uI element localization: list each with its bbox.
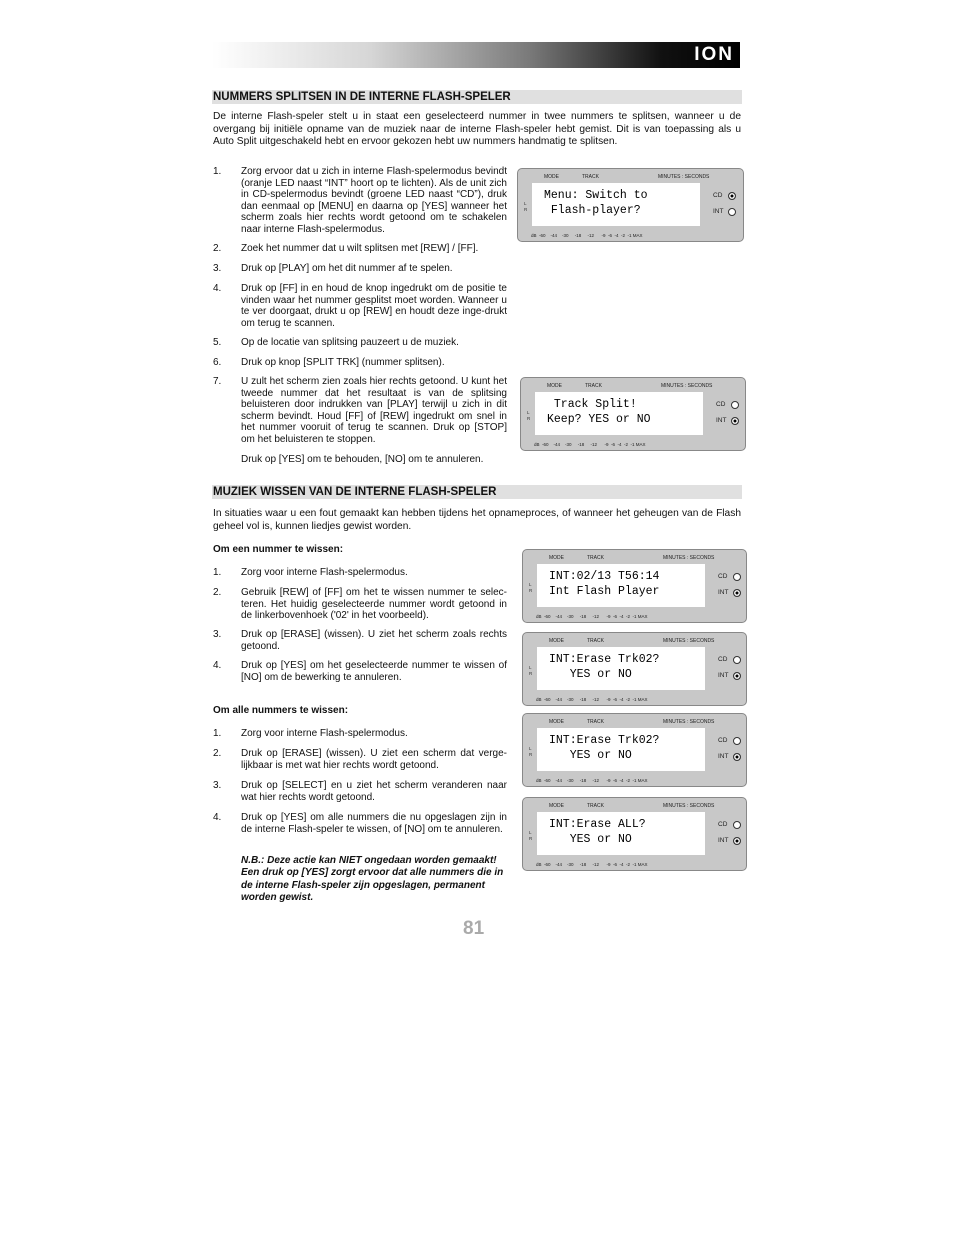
step-text: U zult het scherm zien zoals hier rechts getoond. U kunt het tweede nummer dat het resultaat is van de splitsing beluisteren door indrukken van [PLAY] terwijl u zich in dit scherm bevindt. Houd [FF] of [REW] ingedrukt om snel in het nummer vooruit of terug te scannen. Druk op [STOP] om het beluisteren te stoppen.	[241, 376, 507, 445]
lcd-lr-label: L R	[529, 665, 533, 676]
lcd-line-2: YES or NO	[549, 833, 632, 846]
lcd-lr-label: L R	[529, 746, 533, 757]
lcd-line-1: INT:Erase ALL?	[549, 818, 646, 831]
lcd-lr-label: L R	[529, 830, 533, 841]
page-number: 81	[463, 918, 485, 939]
int-led-icon	[733, 589, 741, 597]
step-text: Druk op [ERASE] (wissen). U ziet een scherm dat verge-lijkbaar is met wat hier rechts wordt getoond.	[241, 748, 507, 771]
lcd-line-1: Track Split!	[547, 398, 637, 411]
lcd-display	[522, 549, 747, 623]
warning-note: N.B.: Deze actie kan NIET ongedaan worden gemaakt! Een druk op [YES] zorgt ervoor dat alle nummers die in de interne Flash-speler zijn opgeslagen, permanent worden gewist.	[241, 855, 504, 904]
lcd-display	[517, 168, 744, 242]
lcd-display	[522, 713, 747, 787]
int-led-icon	[733, 672, 741, 680]
step-text: Druk op knop [SPLIT TRK] (nummer splitsen).	[241, 357, 445, 368]
subheading: Om alle nummers te wissen:	[213, 705, 349, 716]
cd-led-icon	[733, 656, 741, 664]
step-text: Druk op [YES] om alle nummers die nu opgeslagen zijn in de interne Flash-speler te wissen, of [NO] om te annuleren.	[241, 812, 507, 835]
int-label: INT	[716, 417, 727, 424]
int-label: INT	[713, 208, 724, 215]
int-led-icon	[731, 417, 739, 425]
cd-label: CD	[713, 192, 723, 199]
step-text: Zorg voor interne Flash-spelermodus.	[241, 728, 408, 739]
level-meter: dB -60 -44 -30 -18 -12 -9 -6 -4 -2 -1 MAX	[536, 614, 648, 619]
lcd-screen	[537, 564, 705, 607]
step-number: 1.	[213, 166, 222, 177]
step-number: 4.	[213, 660, 222, 671]
lcd-screen	[537, 812, 705, 855]
cd-label: CD	[718, 737, 728, 744]
lcd-display	[522, 632, 747, 706]
step-number: 1.	[213, 567, 222, 578]
cd-label: CD	[716, 401, 726, 408]
section-heading: MUZIEK WISSEN VAN DE INTERNE FLASH-SPELER	[212, 485, 742, 499]
step-text: Op de locatie van splitsing pauzeert u de muziek.	[241, 337, 459, 348]
int-led-icon	[733, 753, 741, 761]
step-number: 2.	[213, 243, 222, 254]
header-bar	[212, 42, 740, 68]
step-number: 5.	[213, 337, 222, 348]
section-heading: NUMMERS SPLITSEN IN DE INTERNE FLASH-SPELER	[212, 90, 742, 104]
lcd-line-2: YES or NO	[549, 749, 632, 762]
step-text: Druk op [ERASE] (wissen). U ziet het scherm zoals rechts getoond.	[241, 629, 507, 652]
step-text: Druk op [SELECT] en u ziet het scherm veranderen naar wat hier rechts wordt getoond.	[241, 780, 507, 803]
lcd-track-label: TRACK	[582, 174, 599, 180]
lcd-display	[522, 797, 747, 871]
ion-logo: ION	[694, 44, 734, 65]
step-number: 3.	[213, 629, 222, 640]
lcd-screen	[537, 647, 705, 690]
lcd-mode-label: MODE	[549, 803, 564, 809]
cd-led-icon	[731, 401, 739, 409]
lcd-lr-label: L R	[527, 410, 531, 421]
cd-led-icon	[733, 737, 741, 745]
lcd-track-label: TRACK	[587, 638, 604, 644]
lcd-track-label: TRACK	[587, 555, 604, 561]
cd-label: CD	[718, 573, 728, 580]
int-label: INT	[718, 589, 729, 596]
lcd-line-2: YES or NO	[549, 668, 632, 681]
lcd-mode-label: MODE	[549, 555, 564, 561]
level-meter: dB -60 -44 -30 -18 -12 -9 -6 -4 -2 -1 MAX	[534, 442, 646, 447]
lcd-line-2: Int Flash Player	[549, 585, 660, 598]
subheading: Om een nummer te wissen:	[213, 544, 344, 555]
lcd-time-label: MINUTES : SECONDS	[663, 555, 715, 561]
lcd-line-1: INT:Erase Trk02?	[549, 734, 660, 747]
step-text: Druk op [PLAY] om het dit nummer af te spelen.	[241, 263, 453, 274]
lcd-time-label: MINUTES : SECONDS	[663, 803, 715, 809]
int-led-icon	[728, 208, 736, 216]
intro-paragraph: De interne Flash-speler stelt u in staat een geselecteerd nummer in twee nummers te splitsen, wanneer u de overgang bij initiële opname van de muziek naar de interne Flash-speler hebt gemist. Dit is van toepassing als u Auto Split uitgeschakeld hebt en ervoor gekozen hebt uw nummers handmatig te splitsen.	[213, 111, 741, 148]
lcd-time-label: MINUTES : SECONDS	[658, 174, 710, 180]
step-text: Zoek het nummer dat u wilt splitsen met [REW] / [FF].	[241, 243, 479, 254]
intro-paragraph: In situaties waar u een fout gemaakt kan hebben tijdens het opnameproces, of wanneer het geheugen van de Flash geheel vol is, kunnen liedjes gewist worden.	[213, 508, 741, 532]
lcd-line-2: Flash-player?	[544, 204, 641, 217]
lcd-mode-label: MODE	[547, 383, 562, 389]
int-label: INT	[718, 837, 729, 844]
lcd-line-1: INT:02/13 T56:14	[549, 570, 660, 583]
lcd-line-1: Menu: Switch to	[544, 189, 648, 202]
step-number: 1.	[213, 728, 222, 739]
lcd-line-2: Keep? YES or NO	[547, 413, 651, 426]
step-number: 4.	[213, 283, 222, 294]
cd-led-icon	[733, 573, 741, 581]
cd-label: CD	[718, 821, 728, 828]
lcd-time-label: MINUTES : SECONDS	[663, 719, 715, 725]
step-text: Gebruik [REW] of [FF] om het te wissen nummer te selec-teren. Het huidig geselecteerde nummer wordt getoond in de linkerbovenhoek ('02' in het voorbeeld).	[241, 587, 507, 622]
cd-label: CD	[718, 656, 728, 663]
step-number: 6.	[213, 357, 222, 368]
step-text: Zorg ervoor dat u zich in interne Flash-spelermodus bevindt (oranje LED naast “INT” hoort op te lichten). Als de unit zich in CD-spelermodus bevindt (groene LED naast “CD”), druk dan eenmaal op [MENU] en daarna op [YES] wanneer het scherm zoals hier rechts wordt getoond om te schakelen naar interne Flash-spelermodus.	[241, 166, 507, 235]
level-meter: dB -60 -44 -30 -18 -12 -9 -6 -4 -2 -1 MAX	[536, 778, 648, 783]
step-text: Druk op [YES] om te behouden, [NO] om te annuleren.	[241, 454, 484, 465]
lcd-line-1: INT:Erase Trk02?	[549, 653, 660, 666]
step-text: Druk op [FF] in en houd de knop ingedrukt om de positie te vinden waar het nummer gesplitst moet worden. Wanneer u te ver doorgaat, drukt u op [REW] en houdt deze inge-drukt om terug te scannen.	[241, 283, 507, 329]
lcd-screen	[537, 728, 705, 771]
lcd-lr-label: L R	[524, 201, 528, 212]
int-label: INT	[718, 672, 729, 679]
lcd-mode-label: MODE	[549, 638, 564, 644]
lcd-time-label: MINUTES : SECONDS	[663, 638, 715, 644]
step-number: 3.	[213, 780, 222, 791]
step-number: 7.	[213, 376, 222, 387]
step-number: 3.	[213, 263, 222, 274]
int-led-icon	[733, 837, 741, 845]
cd-led-icon	[733, 821, 741, 829]
lcd-mode-label: MODE	[549, 719, 564, 725]
lcd-time-label: MINUTES : SECONDS	[661, 383, 713, 389]
level-meter: dB -60 -44 -30 -18 -12 -9 -6 -4 -2 -1 MAX	[536, 697, 648, 702]
lcd-track-label: TRACK	[587, 719, 604, 725]
lcd-track-label: TRACK	[587, 803, 604, 809]
level-meter: dB -60 -44 -30 -18 -12 -9 -6 -4 -2 -1 MAX	[531, 233, 643, 238]
lcd-display	[520, 377, 746, 451]
step-number: 2.	[213, 587, 222, 598]
lcd-screen	[532, 183, 700, 226]
level-meter: dB -60 -44 -30 -18 -12 -9 -6 -4 -2 -1 MAX	[536, 862, 648, 867]
lcd-track-label: TRACK	[585, 383, 602, 389]
lcd-screen	[535, 392, 703, 435]
int-label: INT	[718, 753, 729, 760]
lcd-lr-label: L R	[529, 582, 533, 593]
step-text: Zorg voor interne Flash-spelermodus.	[241, 567, 408, 578]
step-number: 2.	[213, 748, 222, 759]
cd-led-icon	[728, 192, 736, 200]
lcd-mode-label: MODE	[544, 174, 559, 180]
step-number: 4.	[213, 812, 222, 823]
step-text: Druk op [YES] om het geselecteerde nummer te wissen of [NO] om de bewerking te annuleren.	[241, 660, 507, 683]
